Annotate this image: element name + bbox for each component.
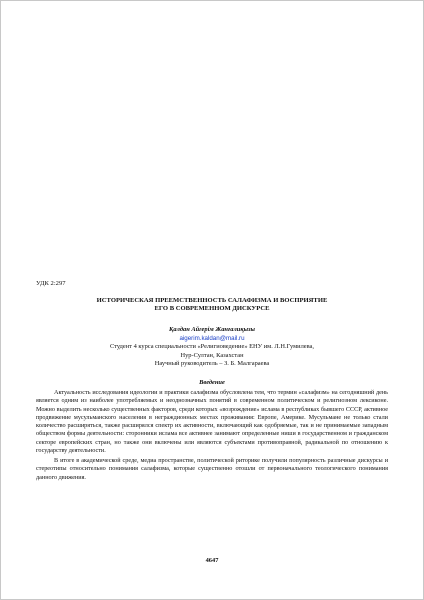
udk-code: УДК 2:297 <box>36 280 66 287</box>
body-text <box>36 389 388 482</box>
supervisor: Научный руководитель – З. Б. Малгараева <box>154 360 270 368</box>
paragraph-1: Актуальность исследования идеологии и практики салафизма обусловлена тем, что термин «салафизм» на сегодняшний день является одним из наиболее употребляемых и неоднозначных понятий в современном политическом и религиозном лексиконе. Можно выделить несколько существенных факторов, среди которых «возрождение» ислама в республиках бывшего СССР, активное продвижение мусульманского населения в неграждионных местах проживания: Европе, Америке. Мусульмане не только стали количество расширяться, также расширялся спектр их активности, включающий как одобряемые, так и не принимаемые западным обществом формы деятельности: сторонники ислама все активнее занимают определенные ниши в государственном и гражданском секторе европейских стран, но также они включены или являются субъектами противоправной, радикальной по отношению к государству деятельности. <box>36 389 388 454</box>
author-name: Қалдан Айгерім Жанғалиқызы <box>169 326 255 333</box>
author-email[interactable]: aigerim.kaldan@mail.ru <box>179 334 245 342</box>
article-title-line-1: ИСТОРИЧЕСКАЯ ПРЕЕМСТВЕННОСТЬ САЛАФИЗМА И ВОСПРИЯТИЕ <box>96 297 328 304</box>
author-block <box>36 326 388 369</box>
article-title-line-2: ЕГО В СОВРЕМЕННОМ ДИСКУРСЕ <box>154 305 270 313</box>
author-affiliation-line-1: Студент 4 курса специальности «Религиоведение» ЕНУ им. Л.Н.Гумилева, <box>110 343 314 351</box>
section-heading-introduction: Введение <box>199 379 225 386</box>
page-number: 4647 <box>205 557 219 564</box>
paragraph-2: В итоге в академической среде, медиа пространстве, политической риторике получили популярность различные дискурсы и стереотипы относительно понимания салафизма, которые существенно отошли от первоначального теологического понимания данного движения. <box>36 457 388 481</box>
article-title <box>36 297 388 313</box>
author-affiliation-line-2: Нур-Султан, Казахстан <box>180 351 244 359</box>
